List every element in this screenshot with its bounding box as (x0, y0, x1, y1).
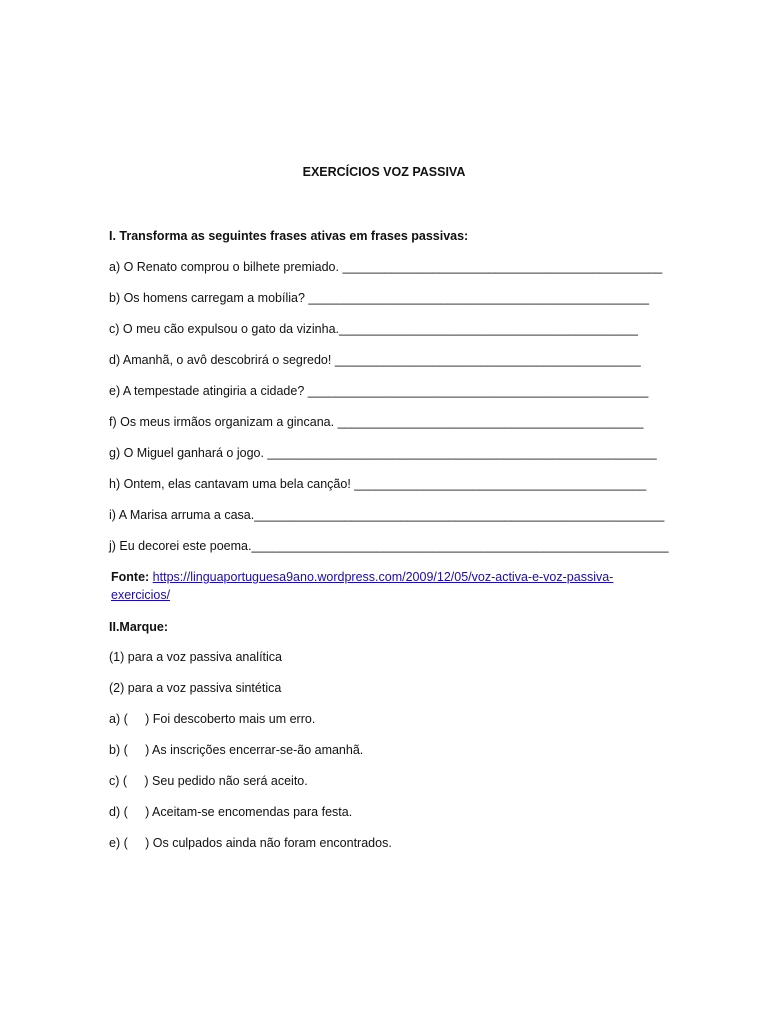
exercise-item-c: c) O meu cão expulsou o gato da vizinha.___________________________________________ (109, 322, 638, 336)
legend-sintetica: (2) para a voz passiva sintética (109, 681, 282, 695)
exercise-item-a: a) O Renato comprou o bilhete premiado. ______________________________________________ (109, 260, 663, 274)
exercise-item-h: h) Ontem, elas cantavam uma bela canção! __________________________________________ (109, 477, 647, 491)
exercise-item-f: f) Os meus irmãos organizam a gincana. ____________________________________________ (109, 415, 644, 429)
exercise-item-e: e) A tempestade atingiria a cidade? _________________________________________________ (109, 384, 649, 398)
page-title: EXERCÍCIOS VOZ PASSIVA (302, 165, 466, 179)
legend-analitica: (1) para a voz passiva analítica (109, 650, 283, 664)
exercise-item-g: g) O Miguel ganhará o jogo. ________________________________________________________ (109, 446, 657, 460)
section-1-heading: I. Transforma as seguintes frases ativas em frases passivas: (109, 229, 469, 243)
exercise-item-d: d) Amanhã, o avô descobrirá o segredo! ____________________________________________ (109, 353, 641, 367)
exercise-item-j: j) Eu decorei este poema.____________________________________________________________ (109, 539, 669, 553)
source-label: Fonte: (111, 570, 153, 584)
marking-item-a: a) ( ) Foi descoberto mais um erro. (109, 712, 316, 726)
exercise-item-i: i) A Marisa arruma a casa.___________________________________________________________ (109, 508, 665, 522)
source-link[interactable]: https://linguaportuguesa9ano.wordpress.com/2009/12/05/voz-activa-e-voz-passiva-exercicios/ (111, 570, 614, 602)
section-2-heading: II.Marque: (109, 620, 169, 634)
marking-item-e: e) ( ) Os culpados ainda não foram encontrados. (109, 836, 392, 850)
marking-item-d: d) ( ) Aceitam-se encomendas para festa. (109, 805, 353, 819)
marking-item-c: c) ( ) Seu pedido não será aceito. (109, 774, 308, 788)
source-citation (111, 568, 671, 604)
exercise-item-b: b) Os homens carregam a mobília? _________________________________________________ (109, 291, 650, 305)
marking-item-b: b) ( ) As inscrições encerrar-se-ão amanhã. (109, 743, 364, 757)
